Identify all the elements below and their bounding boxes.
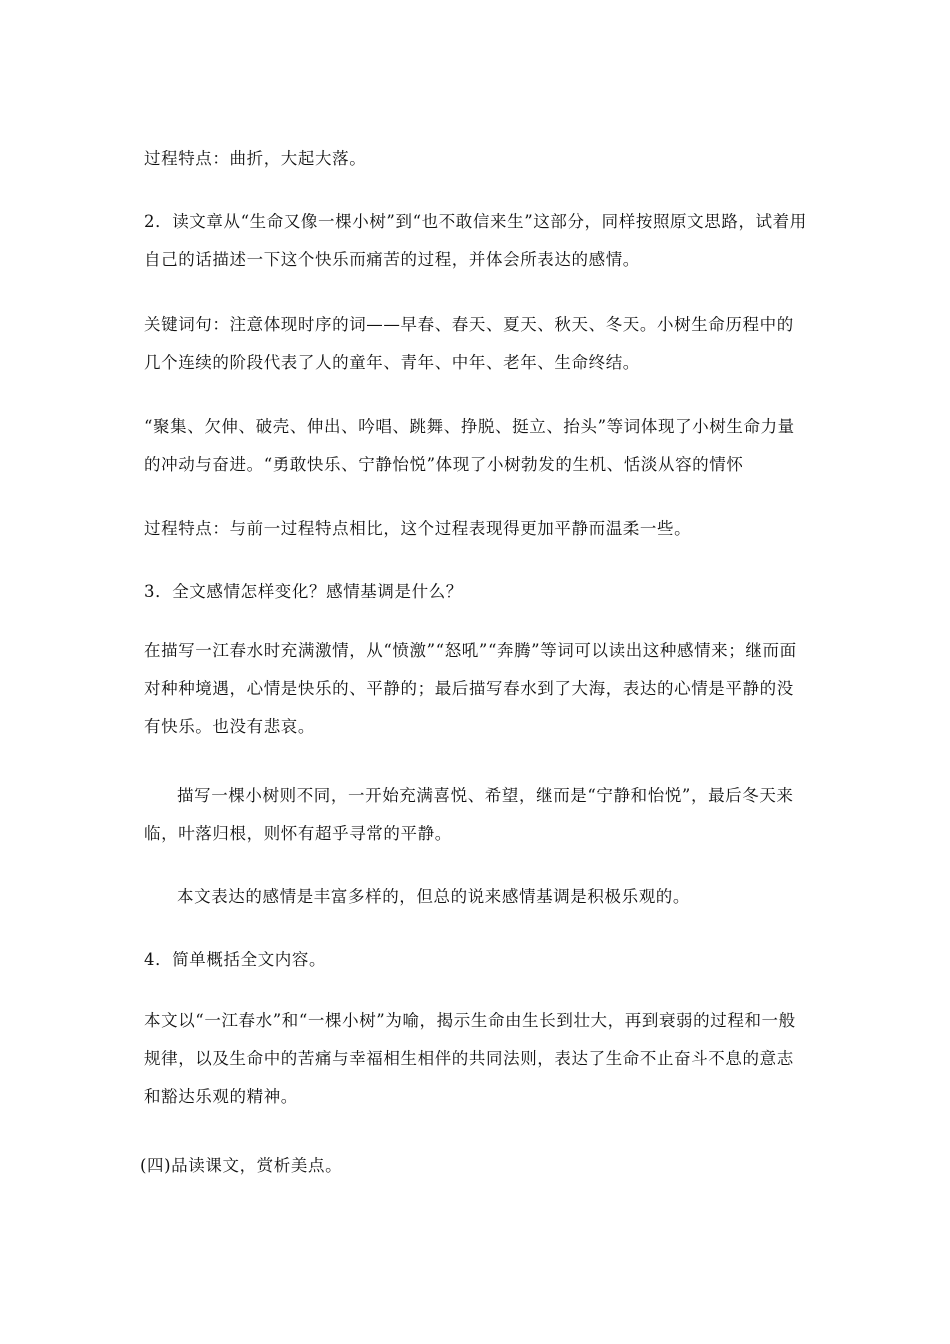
emotional-tone-paragraph: 本文表达的感情是丰富多样的，但总的说来感情基调是积极乐观的。 xyxy=(177,887,690,906)
section-heading: (四)品读课文，赏析美点。 xyxy=(140,1156,343,1175)
key-sentences-paragraph: 关键词句：注意体现时序的词——早春、春天、夏天、秋天、冬天。小树生命历程中的几个连续的阶段代表了人的童年、青年、中年、老年、生命终结。 xyxy=(144,315,794,372)
key-words-paragraph: “聚集、欠伸、破壳、伸出、吟唱、跳舞、挣脱、挺立、抬头”等词体现了小树生命力量的冲动与奋进。“勇敢快乐、宁静怡悦”体现了小树勃发的生机、恬淡从容的情怀 xyxy=(144,417,795,474)
process-feature-paragraph-2: 过程特点：与前一过程特点相比，这个过程表现得更加平静而温柔一些。 xyxy=(144,519,692,538)
emotion-change-paragraph: 在描写一江春水时充满激情，从“愤激”“怒吼”“奔腾”等词可以读出这种感情来；继而面对种种境遇，心情是快乐的、平静的；最后描写春水到了大海，表达的心情是平静的没有快乐。也没有悲哀。 xyxy=(144,641,797,736)
question-3: 3．全文感情怎样变化？感情基调是什么？ xyxy=(144,582,463,601)
process-feature-paragraph-1: 过程特点：曲折，大起大落。 xyxy=(144,149,367,168)
tree-description-paragraph: 描写一棵小树则不同，一开始充满喜悦、希望，继而是“宁静和怡悦”，最后冬天来临，叶落归根，则怀有超乎寻常的平静。 xyxy=(144,786,794,843)
question-2: 2．读文章从“生命又像一棵小树”到“也不敢信来生”这部分，同样按照原文思路，试着用自己的话描述一下这个快乐而痛苦的过程，并体会所表达的感情。 xyxy=(144,212,807,269)
question-4: 4．简单概括全文内容。 xyxy=(144,950,327,969)
summary-paragraph: 本文以“一江春水”和“一棵小树”为喻，揭示生命由生长到壮大，再到衰弱的过程和一般规律，以及生命中的苦痛与幸福相生相伴的共同法则，表达了生命不止奋斗不息的意志和豁达乐观的精神。 xyxy=(144,1011,796,1106)
